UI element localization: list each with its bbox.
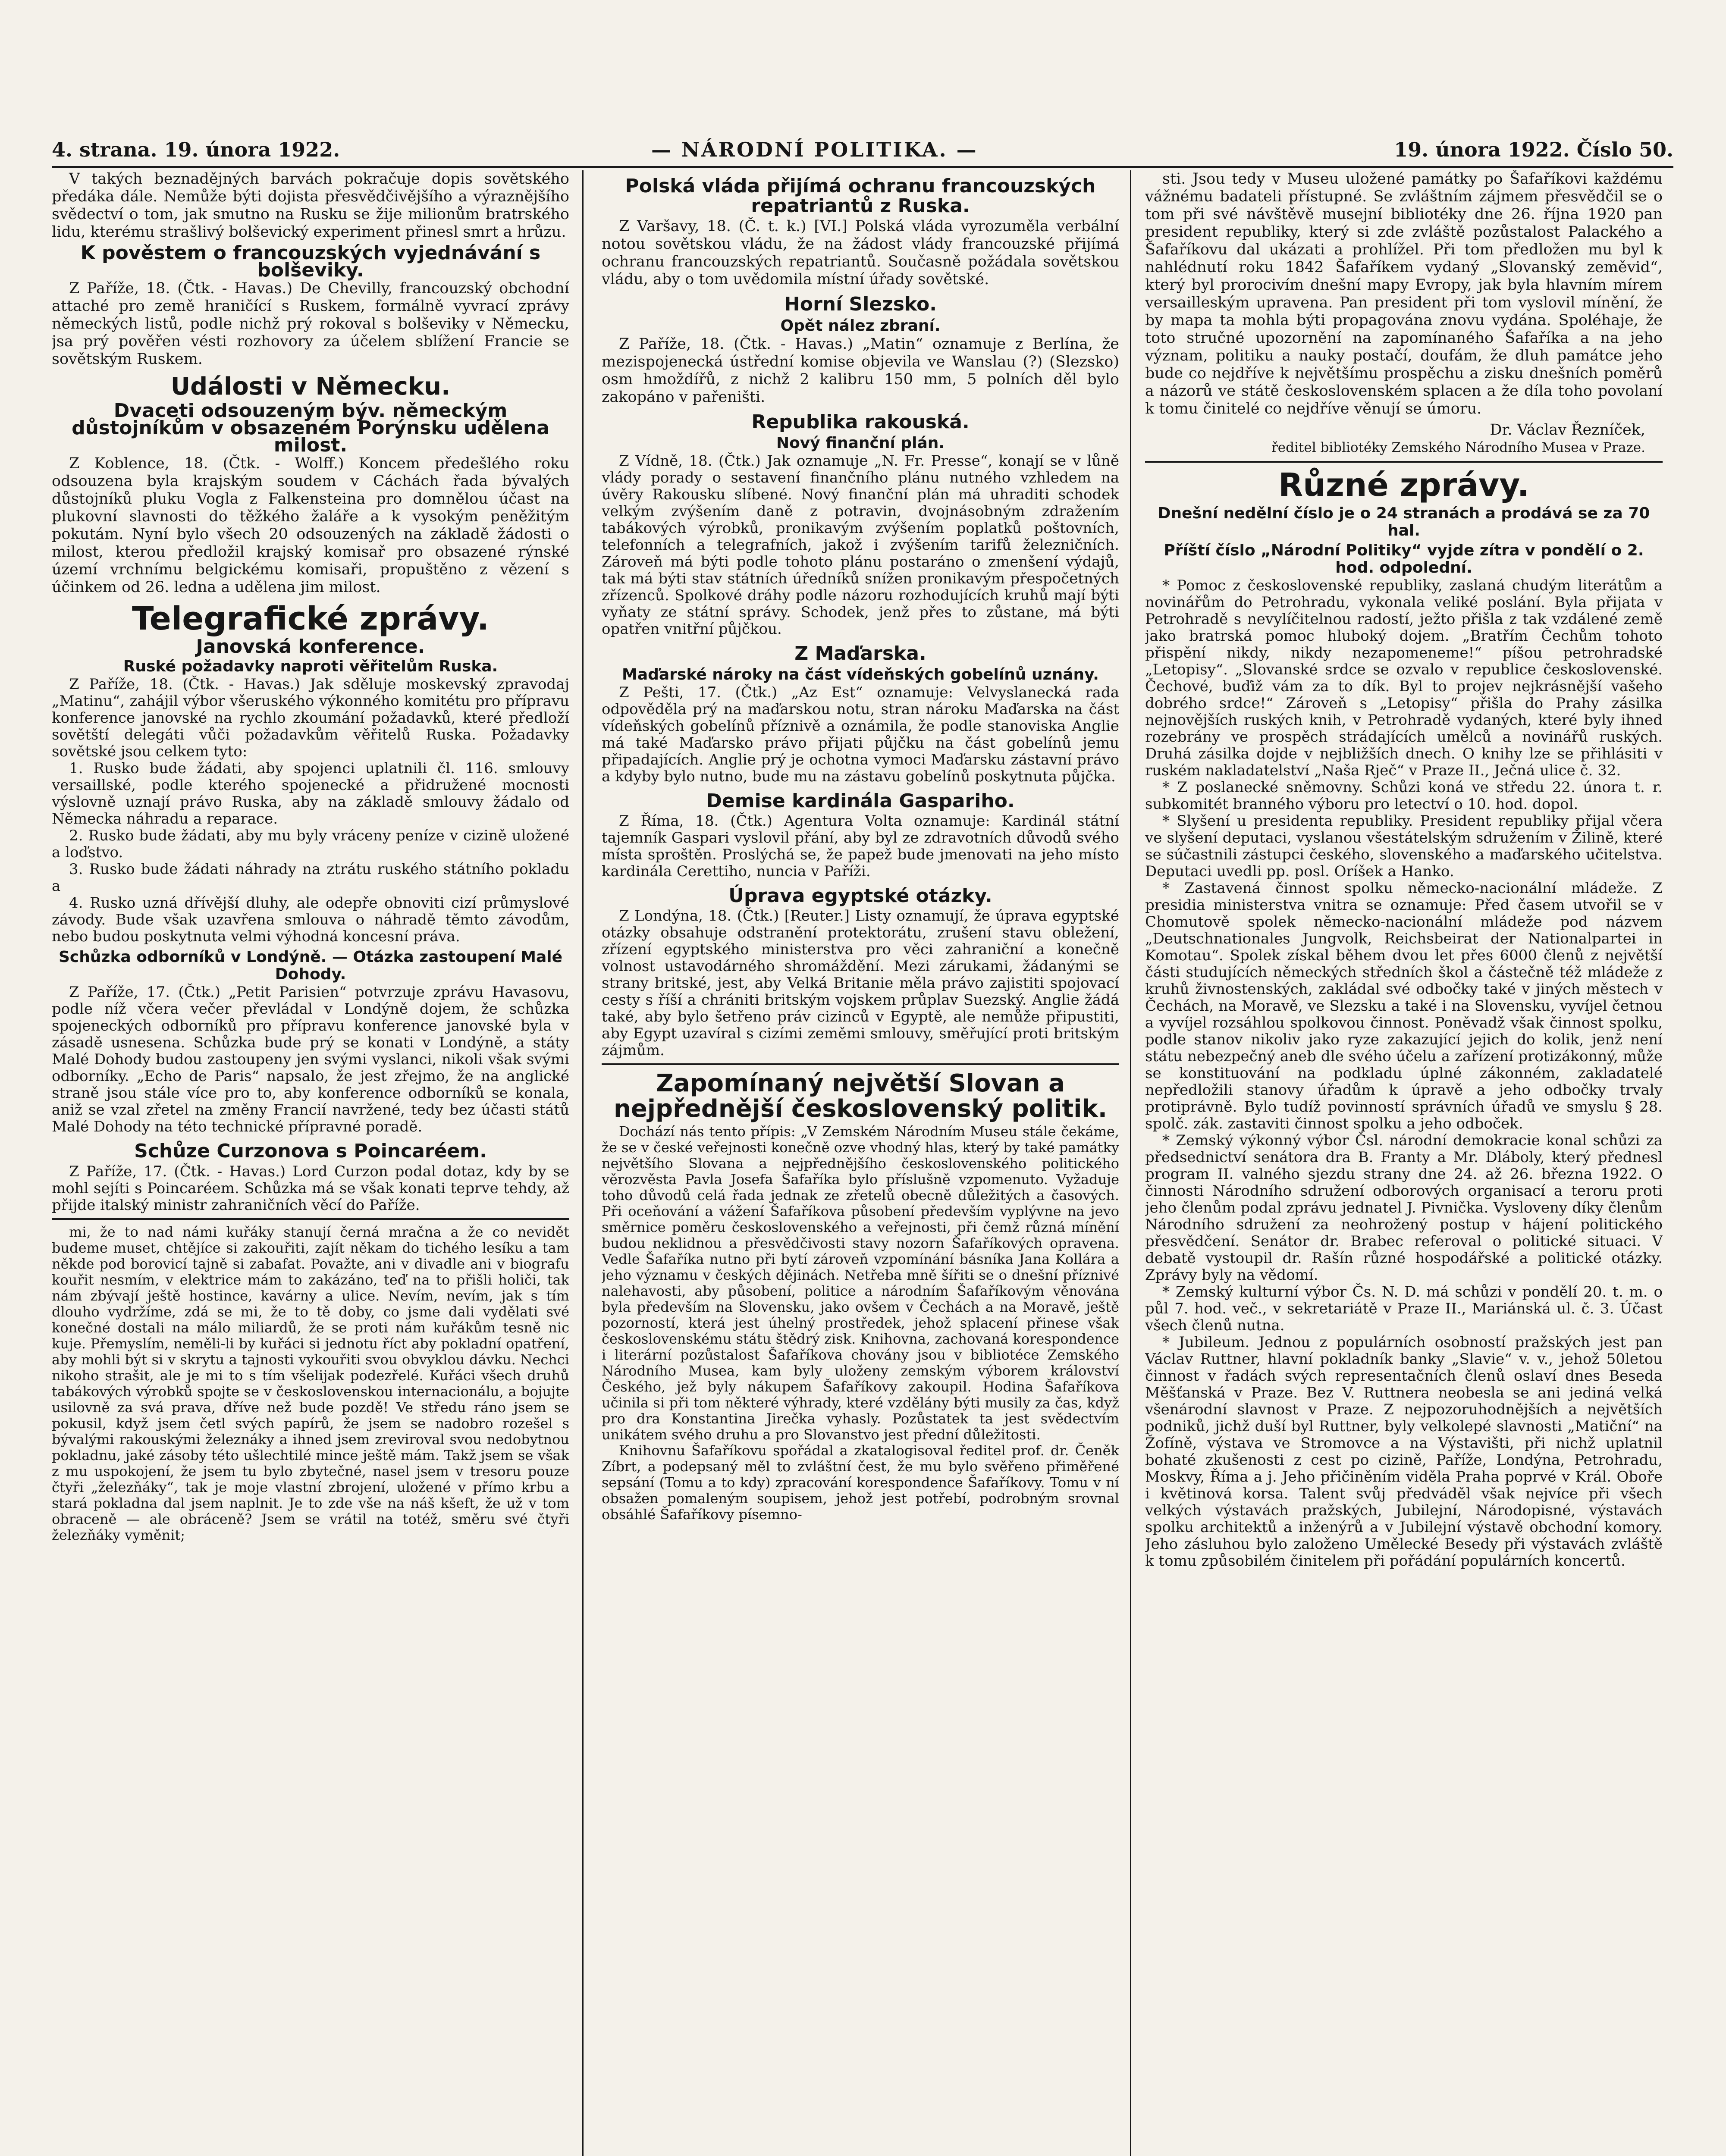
subheadline: Schůzka odborníků v Londýně. — Otázka zastoupení Malé Dohody. (58, 948, 563, 984)
column-3 (1145, 170, 1663, 2156)
headline: Horní Slezsko. (784, 293, 937, 316)
subheadline: Janovská konference. (196, 636, 425, 658)
paragraph: Z Paříže, 17. (Čtk. - Havas.) Lord Curzon podal dotaz, kdy by se mohl sejíti s Poincaréem. Schůzka má se však konati teprve tehdy, až přijde italský ministr zahraničních věcí do Paříže. (52, 1163, 569, 1214)
news-item: * Slyšení u presidenta republiky. President republiky přijal včera ve slyšení deputaci, vyslanou všestátelským sdružením v Žilině, které se súčastnili zástupci českého, slovenského a maďarského učitelstva. Deputaci uvedli pp. posl. Oríšek a Hanko. (1145, 812, 1663, 880)
feuilleton (52, 1224, 569, 1543)
article-body (52, 280, 569, 368)
article-body (602, 218, 1119, 288)
notice: Příští číslo „Národní Politiky“ vyjde zítra v pondělí o 2. hod. odpolední. (1164, 541, 1644, 577)
subheadline: Ruské požadavky naproti věřitelům Ruska. (123, 658, 498, 676)
paragraph: Knihovnu Šafaříkovu spořádal a zkatalogisoval ředitel prof. dr. Čeněk Zíbrt, a podepsaný měl to zvláštní čest, že mu bylo svěřeno přiměřené sepsání (Tomu a to kdy) zpracování korespondence Šafaříkovy. Tomu v ní obsažen pomaleným soupisem, jehož jest potřebí, podrobným srovnal obsáhlé Šafaříkovy písemno- (602, 1442, 1119, 1523)
headline: Demise kardinála Gaspariho. (706, 790, 1015, 812)
headline: Zapomínaný největší Slovan a nejpřednější československý politik. (614, 1069, 1107, 1123)
paragraph: sti. Jsou tedy v Museu uložené památky po Šafaříkovi každému vážnému badateli přístupné. Se zvláštním zájmem přesvědčil se o tom při své návštěvě musejní bibliotéky dne 26. října 1920 pan president republiky, který si zde zvláště pozůstalost Palackého a Šafaříkovu dal ukázati a prohlížel. Při tom předložen mu byl k nahlédnutí roku 1842 Šafaříkem vydaný „Slovanský zeměvid“, který byl prorocivím dnešní mapy Evropy, jak byla hlavním mírem versailleským upravena. Pan president při tom vyslovil mínění, že by mapa ta mohla býti propagována znovu vydána. Spoléhaje, že toto stručné upozornění na zapomínaného Šafaříka a na jeho význam, politiku a nauky postačí, doufám, že dluh památce jeho bude co nejdříve k největšímu prospěchu a zisku dnešních poměrů a názorů ve státě československém splacen a že díla toho povolaní k tomu činitelé co nejdříve věnují se úmoru. (1145, 170, 1663, 417)
masthead-title: — NÁRODNÍ POLITIKA. — (651, 138, 978, 161)
subheadline: Dvaceti odsouzeným býv. německým důstojníkům v obsazeném Porýnsku udělena milost. (72, 399, 549, 456)
column-1 (52, 170, 569, 2156)
article-body (52, 984, 569, 1135)
paragraph: mi, že to nad námi kuřáky stanují černá mračna a že co nevidět budeme muset, chtějíce si zakouřiti, zajít někam do tichého lesíku a tam někde pod borovicí tajně si zabafat. Považte, ani v divadle ani v biografu kouřit nesmím, v elektrice mám to zakázáno, teď na to přišli holiči, tak nám zbývají ještě hostince, kavárny a ulice. Nevím, nevím, jak s tím dlouho vydržíme, zdá se mi, že to tě doby, co jsme dali vydělati své konečné dostali na málo miliardů, že se proti nám kuřákům tesně nic kuje. Přemyslím, neměli-li by kuřáci si jednotu říct aby pokladní opatření, aby mohli být si v skrytu a tajnosti vykouřiti svou obvyklou dávku. Nechci nikoho strašit, ale je mi to s tím všelijak podezřelé. Kuřáci všech druhů tabákových výrobků spojte se v československou internacionálu, a bojujte usilovně za svá prava, dříve než bude pozdě! Ve středu ráno jsem se pokusil, když jsem četl svých papírů, že jsem se nadobro rozešel s bývalými rakouskými železnáky a ihned jsem zreviroval svou nedobytnou pokladnu, jaké zásoby této ušlechtilé mince ještě mám. Takž jsem se však z mu uspokojení, že jsem tu bylo zbytečné, nasel jsem v tresoru pouze čtyři „železňáky“, tak je moje vlastní zbrojení, uložené v přímo krbu a stará pokladna dal jsem naplnit. Je to zde vše na náš kšeft, že už v tom obraceně — ale obráceně? Jsem se vrátil na totéž, směru své čtyři železňáky vyměnit; (52, 1223, 569, 1543)
article-body (602, 813, 1119, 880)
paragraph: Z Paříže, 17. (Čtk.) „Petit Parisien“ potvrzuje zprávu Havasovu, podle níž včera večer převládal v Londýně dojem, že schůzka spojeneckých odborníků pro přípravu konference janovské byla v zásadě usnesena. Schůzka bude prý se konati v Londýně, a státy Malé Dohody budou zastoupeny jen svými vyslanci, nikoli však svými odborníky. „Echo de Paris“ napsalo, že jest zřejmo, že na anglické straně jsou stále více pro to, aby konference odborníků se konala, aniž se vzal zřetel na změny Francií navržené, tedy bez účasti států Malé Dohody na této technické přípravné poradě. (52, 984, 569, 1136)
paragraph: Z Paříže, 18. (Čtk. - Havas.) Jak sděluje moskevský zpravodaj „Matinu“, zahájil výbor všeruského výkonného komitétu pro přípravu konference janovské na rychlo zkoumání požadavků, které předloží sovětští delegáti vůči požadavkům věřitelů Ruska. Požadavky sovětské jsou celkem tyto: (52, 676, 569, 761)
paragraph: Z Varšavy, 18. (Č. t. k.) [VI.] Polská vláda vyrozuměla verbální notou sovětskou vládu, že na žádost vlády francouzské přijímá ochranu francouzských repatriantů. Současně požádala sovětskou vládu, aby o tom uvědomila místní úřady sovětské. (602, 218, 1119, 288)
paragraph: 3. Rusko bude žádati náhrady na ztrátu ruského státního pokladu a (52, 861, 569, 895)
column-rule-2 (1130, 170, 1131, 2156)
subheadline: Nový finanční plán. (776, 434, 945, 452)
news-item: * Zastavená činnost spolku německo-nacionální mládeže. Z presidia ministerstva vnitra se oznamuje: Před časem utvořil se v Chomutově spolek německo-nacionální mládeže pod názvem „Deutschnationales Jungvolk, Reichsbeirat der Nationalpartei in Komotau“. Spolek získal během dvou let přes 6000 členů z největší části studujících německých středních škol a částečně též mládeže z kruhů živnostenských, zakládal své odbočky také v jiných městech v Čechách, na Moravě, ve Slezsku a také i na Slovensku, vyvíjel četnou a vyvíjel rozsáhlou spolkovou činnost. Poněvadž však činnost spolku, podle stanov nikoliv jako ryze zakazující jejich do kolik, jenž není státu nebezpečný aneb dle svého účelu a zařízení protizákonný, může se konstituování na podkladu úplné zákonném, zakladatelé nepředložili stanovy úřadům k úpravě a jeho odbočky trvaly protiprávně. Bylo tudíž povinností správních úřadů ve smyslu § 28. spolč. zák. zastaviti činnost spolku a jeho odboček. (1145, 879, 1663, 1132)
article-body (602, 908, 1119, 1059)
feuilleton-rule (52, 1218, 569, 1220)
news-item: * Zemský kulturní výbor Čs. N. D. má schůzi v pondělí 20. t. m. o půl 7. hod. več., v sekretariátě v Praze II., Mariánská ul. č. 3. Účast všech členů nutna. (1145, 1283, 1663, 1334)
news-item: * Jubileum. Jednou z populárních osobností pražských jest pan Václav Ruttner, hlavní pokladník banky „Slavie“ v. v., jehož 50letou činnost v řadách svých representačních členů oslaví dnes Beseda Měšťanská v Praze. Bez V. Ruttnera neobesla se ani jediná velká všenárodní slavnost v Praze. Z nejpozoruhodnějších a největších podniků, jichž duší byl Ruttner, byly velkolepé slavnosti „Matiční“ na Žofíně, výstava ve Stromovce a na Výstavišti, při nichž uplatnil bohaté zkušenosti z cest po cizině, Paříže, Londýna, Petrohradu, Moskvy, Říma a j. Jeho přičiněním viděla Praha poprvé v Král. Oboře i květinová korsa. Talent svůj předváděl však nejvíce při všech velkých výstavách pražských, Jubilejní, Národopisné, výstavách spolku architektů a inženýrů a v Jubilejní výstavě obchodní komory. Jeho zásluhou bylo založeno Umělecké Besedy při výstavách zvláště k tomu způsobilém činitelem při pořádání populárních koncertů. (1145, 1333, 1663, 1570)
article-body (602, 453, 1119, 638)
paragraph: Z Říma, 18. (Čtk.) Agentura Volta oznamuje: Kardinál státní tajemník Gaspari vyslovil přání, aby byl ze zdravotních důvodů svého místa sproštěn. Proslýchá se, že papež bude jmenovati na jeho místo kardinála Cerettiho, nuncia v Paříži. (602, 812, 1119, 881)
paragraph: Dochází nás tento přípis: „V Zemském Národním Museu stále čekáme, že se v české veřejnosti konečně ozve vhodný hlas, který by také památky největšího Slovana a nejpřednějšího československého politického věrozvěsta Pavla Josefa Šafaříka bylo příslušně vzpomenuto. Vyžaduje toho důvodů celá řada jednak ze zřetelů obecně důležitých a časových. Při oceňování a vážení Šafaříkova působení především vyplývne na jevo směrnice poměru československého a veřejnosti, při čemž různá mínění budou neklidnou a přesvědčivosti stavy nozorn Šafaříkových opravena. Vedle Šafaříka nutno při bytí zároveň vzpomínání básníka Jana Kollára a jeho významu v českých dějinách. Netřeba mně šířiti se o dnešní příznivé nalehavosti, aby působení, politice a národním Šafaříkovým věnována byla především na Slovensku, jako ovšem v Čechách a na Moravě, ještě pozorností, která jest úhelný prostředek, jehož splacení přinese však československému státu štědrý zisk. Knihovna, zachovaná korespondence i literární pozůstalost Šafaříkova chovány jsou v bibliotéce Zemského Národního Musea, kam byly uloženy zemským výborem království Českého, jež byly nákupem Šafaříkovy zakoupil. Hodina Šafaříkova učinila si při tom některé výhrady, které vzdělány býti musily za čas, když pro dra Konstantina Jirečka vyhasly. Pozůstatek ta jest svědectvím unikátem svého druhu a pro Slovanstvo jest přední důležitosti. (602, 1123, 1119, 1443)
headline: Schůze Curzonova s Poincaréem. (134, 1140, 487, 1163)
news-items (1145, 577, 1663, 1570)
column-2 (602, 170, 1119, 2156)
page-header (52, 138, 1673, 168)
article-body (602, 335, 1119, 406)
header-left: 4. strana. 19. února 1922. (52, 138, 340, 161)
paragraph: Z Pešti, 17. (Čtk.) „Az Est“ oznamuje: Velvyslanecká rada odpověděla prý na maďarskou notu, stran nároku Maďarska na část vídeňských gobelínů příznivě a oznámila, že podle stanoviska Anglie má také Maďarsko právo přijati půjčku na část gobelínů jemu připadajících. Anglie prý je ochotna vymoci Maďarsku zástavní právo a kdyby bylo nutno, bude mu na zástavu gobelínů poskytnuta půjčka. (602, 683, 1119, 785)
article-body (52, 455, 569, 596)
headline: Polská vláda přijímá ochranu francouzských repatriantů z Ruska. (625, 175, 1096, 217)
headline: Republika rakouská. (751, 411, 970, 433)
news-item: * Pomoc z československé republiky, zaslaná chudým literátům a novinářům do Petrohradu, vykonala veliké poslání. Byla přijata v Petrohradě s nevylíčitelnou radostí, ježto přišla z tak vzdálené země jako bratrská pomoc hluboký dojem. „Bratřím Čechům tohoto přispění nikdy, nikdy nezapomeneme!“ píšou petrohradské „Letopisy“. „Slovanské srdce se ozvalo v republice československé. Čechové, buďiž vám za to dík. Byl to projev nejkrásnější vašeho dobrého srdce!“ Zároveň s „Letopisy“ přišla do Prahy zásilka nejnovějších ruských knih, v Petrohradě vydaných, které byly ihned rozebrány ve prospěch strádajících umělců a novinářů ruských. Druhá zásilka dojde v nejbližších dnech. O knihy lze se přihlásiti v ruském nakladatelství „Naša Rječ“ v Praze II., Ječná ulice č. 32. (1145, 577, 1663, 779)
paragraph: Z Paříže, 18. (Čtk. - Havas.) De Chevilly, francouzský obchodní attaché pro země hraničící s Ruskem, formálně vyvrací zprávy německých listů, podle nichž prý rokoval s bolševiky v Německu, jsa prý pověřen vésti rozhovory za účelem sblížení Francie se sovětským Ruskem. (52, 280, 569, 368)
paragraph: Z Londýna, 18. (Čtk.) [Reuter.] Listy oznamují, že úprava egyptské otázky obsahuje odstranění protektorátu, zrušení stavu obležení, zřízení egyptského ministerstva pro věci zahraniční a konečně volnost ustavodárného shromáždění. Mezi zárukami, žádanými se strany britské, jest, aby Velká Britanie měla právo zajistiti spojovací cesty s říší a chrániti britským vojskem průplav Suezský. Anglie žádá také, aby bylo šetřeno práv cizinců v Egyptě, ale nemůže připustiti, aby Egypt uzavíral s cizími zeměmi smlouvy, směřující proti britským zájmům. (602, 907, 1119, 1059)
signature-name: Dr. Václav Řezníček, (1490, 421, 1645, 439)
subheadline: Maďarské nároky na část vídeňských gobelínů uznány. (622, 665, 1099, 683)
article-body (1145, 170, 1663, 418)
headline: K pověstem o francouzských vyjednávání s bolševiky. (80, 242, 541, 281)
headline: Události v Německu. (170, 373, 451, 401)
news-item: * Z poslanecké sněmovny. Schůzi koná ve středu 22. února t. r. subkomitét branného výboru pro letectví o 10. hod. dopol. (1145, 778, 1663, 813)
column-rule-1 (582, 170, 584, 2156)
paragraph: 1. Rusko bude žádati, aby spojenci uplatnili čl. 116. smlouvy versaillské, podle kterého spojenecké a přidružené mocnosti výslovně uznají právo Ruska, aby na základě smlouvy žádalo od Německa náhradu a reparace. (52, 760, 569, 828)
news-item: * Zemský výkonný výbor Čsl. národní demokracie konal schůzi za předsednictví senátora dra B. Franty a Mr. Dláboly, který přednesl program II. valného sjezdu strany dne 24. až 26. března 1922. O činnosti Národního sdružení odborových organisací a teroru proti jeho členům podal zprávu jednatel J. Pivnička. Vysloveny díky členům Národního sdružení za neohrožený postup v hájení politického přesvědčení. Senátor dr. Brabec referoval o politické situaci. V debatě vystoupil dr. Rašín různé hospodářské a politické otázky. Zprávy byly na vědomí. (1145, 1131, 1663, 1284)
section-title: Různé zprávy. (1278, 467, 1529, 504)
section-rule (602, 1063, 1119, 1065)
paragraph: 4. Rusko uzná dřívější dluhy, ale odepře obnoviti cizí průmyslové závody. Bude však uzavřena smlouva o náhradě těmto závodům, nebo budou poskytnuta velmi výhodná koncesní práva. (52, 894, 569, 946)
article-body (602, 1124, 1119, 1523)
header-rule (52, 166, 1673, 168)
subheadline: Opět nález zbraní. (780, 317, 941, 335)
paragraph: Z Paříže, 18. (Čtk. - Havas.) „Matin“ oznamuje z Berlína, že mezispojenecká ústřední komise objevila ve Wanslau (?) (Slezsko) osm hmoždířů, z nichž 2 kalibru 150 mm, 5 polních děl bylo zakopáno v pařeništi. (602, 335, 1119, 406)
headline: Z Maďarska. (794, 642, 926, 664)
header-right: 19. února 1922. Číslo 50. (1394, 138, 1673, 161)
article-body (52, 676, 569, 945)
paragraph: Z Koblence, 18. (Čtk. - Wolff.) Koncem předešlého roku odsouzena byla krajským soudem v Cáchách řada bývalých důstojníků pluku Vogla z Falkensteina pro domnělou účast na plukovní slavnosti do těžkého žaláře a k vysokým peněžitým pokutám. Nyní bylo všech 20 odsouzených na základě žádosti o milost, kterou předložil krajský komisař pro obsazené rýnské území vrchnímu belgickému komisaři, propuštěno z vězení s účinkem od 26. ledna a udělena jim milost. (52, 454, 569, 596)
headline: Úprava egyptské otázky. (728, 885, 992, 907)
notice: Dnešní nedělní číslo je o 24 stranách a prodává se za 70 hal. (1158, 504, 1650, 539)
article-body (52, 1163, 569, 1214)
article-intro (52, 170, 569, 241)
section-rule (1145, 461, 1663, 463)
paragraph: 2. Rusko bude žádati, aby mu byly vráceny peníze v cizině uložené a loďstvo. (52, 827, 569, 862)
paragraph: V takých beznadějných barvách pokračuje dopis sovětského předáka dále. Nemůže býti dojista přesvědčivějšího a výraznějšího svědectví o tom, jak smutno na Rusku se žije milionům bratrského lidu, kterému strašlivý bolševický experiment přinesl smrt a hrůzu. (52, 170, 569, 241)
paragraph: Z Vídně, 18. (Čtk.) Jak oznamuje „N. Fr. Presse“, konají se v lůně vlády porady o sestavení finančního plánu nutného vzhledem na úvěry Rakousku slíbené. Nový finanční plán má uhraditi schodek velkým zvýšením daně z potravin, dvojnásobným zdražením tabákových výrobků, pronikavým zvýšením poplatků poštovních, telefonních a telegrafních, jakož i zvýšením tarifů železničních. Zároveň má býti podle tohoto plánu postaráno o zmenšení výdajů, tak má býti stav státních úředníků snížen pronikavým přespočetných zřízenců. Spolkové dráhy podle názoru rozhodujících kruhů mají býti vyňaty ze státní správy. Schodek, jenž přes to zůstane, má býti opatřen vnitřní půjčkou. (602, 452, 1119, 638)
article-body (602, 684, 1119, 785)
section-title: Telegrafické zprávy. (132, 600, 489, 637)
signature-title: ředitel bibliotéky Zemského Národního Musea v Praze. (1271, 440, 1645, 455)
